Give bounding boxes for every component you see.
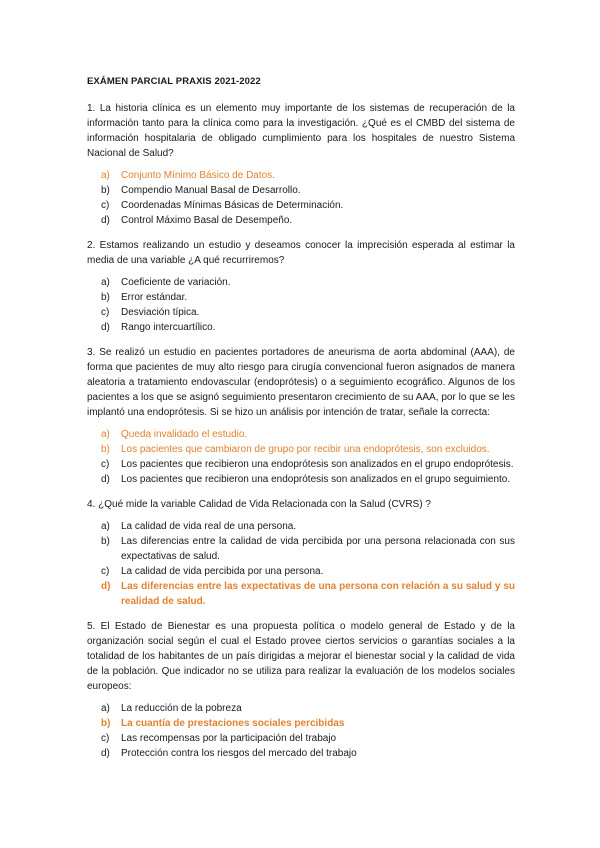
question-4-options [87, 519, 515, 609]
option-text: Desviación típica. [121, 307, 200, 318]
option-text: La calidad de vida percibida por una persona. [121, 566, 324, 577]
question-1-options [87, 168, 515, 228]
option-text: Error estándar. [121, 292, 188, 303]
option-text: Los pacientes que recibieron una endoprótesis son analizados en el grupo endoprótesis. [121, 459, 514, 470]
question-5-option [87, 716, 515, 731]
question-2-options [87, 275, 515, 335]
option-text: Compendio Manual Basal de Desarrollo. [121, 185, 301, 196]
question-4-option [87, 534, 515, 564]
option-text: Los pacientes que recibieron una endoprótesis son analizados en el grupo seguimiento. [121, 474, 511, 485]
question-4-option [87, 519, 515, 534]
option-letter: d) [101, 322, 110, 333]
option-letter: c) [101, 566, 110, 577]
option-letter: a) [101, 429, 110, 440]
exam-title: EXÁMEN PARCIAL PRAXIS 2021-2022 [87, 76, 261, 87]
question-3-option [87, 427, 515, 442]
option-letter: c) [101, 200, 110, 211]
questions-list [87, 101, 515, 761]
option-letter: a) [101, 521, 110, 532]
option-letter: b) [101, 292, 110, 303]
question-4-option [87, 579, 515, 609]
question-5-option [87, 746, 515, 761]
question-3-options [87, 427, 515, 487]
option-letter: d) [101, 474, 110, 485]
question-1-option [87, 168, 515, 183]
question-1-option [87, 198, 515, 213]
question-4-text: 4. ¿Qué mide la variable Calidad de Vida Relacionada con la Salud (CVRS) ? [87, 499, 431, 510]
option-letter: b) [101, 185, 110, 196]
option-text: Control Máximo Basal de Desempeño. [121, 215, 293, 226]
option-letter: c) [101, 733, 110, 744]
question-1-text: 1. La historia clínica es un elemento muy importante de los sistemas de recuperación de la información tanto para la clínica como para la investigación. ¿Qué es el CMBD del sistema de información hospitalaria de obligado cumplimiento para los hospitales de nuestro Sistema Nacional de Salud? [87, 103, 515, 159]
question-3-option [87, 472, 515, 487]
option-text: Las diferencias entre la calidad de vida percibida por una persona relacionada con sus expectativas de salud. [121, 536, 515, 562]
option-text: Los pacientes que cambiaron de grupo por recibir una endoprótesis, son excluidos. [121, 444, 490, 455]
question-4-option [87, 564, 515, 579]
option-letter: d) [101, 581, 111, 592]
option-text: La calidad de vida real de una persona. [121, 521, 297, 532]
option-letter: d) [101, 215, 110, 226]
question-5-option [87, 701, 515, 716]
option-text: Protección contra los riesgos del mercado del trabajo [121, 748, 357, 759]
question-2-option [87, 290, 515, 305]
option-letter: d) [101, 748, 110, 759]
question-2-text: 2. Estamos realizando un estudio y deseamos conocer la imprecisión esperada al estimar la media de una variable ¿A qué recurriremos? [87, 240, 515, 266]
question-5-options [87, 701, 515, 761]
question-3-text: 3. Se realizó un estudio en pacientes portadores de aneurisma de aorta abdominal (AAA), de forma que pacientes de muy alto riesgo para cirugía convencional fueron asignados de manera aleatoria a tratamiento endovascular (endoprótesis) o a seguimiento ecográfico. Algunos de los pacientes a los que se asignó seguimiento presentaron crecimiento de su AAA, por lo que se les implantó una endoprótesis. Si se hizo un análisis por intención de tratar, señale la correcta: [87, 347, 515, 418]
option-text: La cuantía de prestaciones sociales percibidas [121, 718, 345, 729]
option-letter: c) [101, 307, 110, 318]
option-text: Queda invalidado el estudio. [121, 429, 248, 440]
option-letter: b) [101, 444, 110, 455]
option-letter: a) [101, 170, 110, 181]
option-letter: a) [101, 277, 110, 288]
question-2-option [87, 305, 515, 320]
option-letter: b) [101, 536, 110, 547]
option-text: Rango intercuartílico. [121, 322, 216, 333]
option-letter: a) [101, 703, 110, 714]
option-text: Las recompensas por la participación del trabajo [121, 733, 337, 744]
question-1-option [87, 183, 515, 198]
option-letter: c) [101, 459, 110, 470]
question-3-option [87, 442, 515, 457]
option-text: Coeficiente de variación. [121, 277, 231, 288]
option-text: Coordenadas Mínimas Básicas de Determinación. [121, 200, 344, 211]
question-5-option [87, 731, 515, 746]
question-2-option [87, 275, 515, 290]
option-text: La reducción de la pobreza [121, 703, 242, 714]
option-text: Las diferencias entre las expectativas de una persona con relación a su salud y su realidad de salud. [121, 581, 515, 607]
question-2-option [87, 320, 515, 335]
question-5-text: 5. El Estado de Bienestar es una propuesta política o modelo general de Estado y de la organización social según el cual el Estado provee ciertos servicios o garantías sociales a la totalidad de los habitantes de un país dirigidas a mejorar el bienestar social y la calidad de vida de la población. Que indicador no se utiliza para realizar la evaluación de los modelos sociales europeos: [87, 621, 515, 692]
question-1-option [87, 213, 515, 228]
option-text: Conjunto Mínimo Básico de Datos. [121, 170, 275, 181]
option-letter: b) [101, 718, 111, 729]
question-3-option [87, 457, 515, 472]
